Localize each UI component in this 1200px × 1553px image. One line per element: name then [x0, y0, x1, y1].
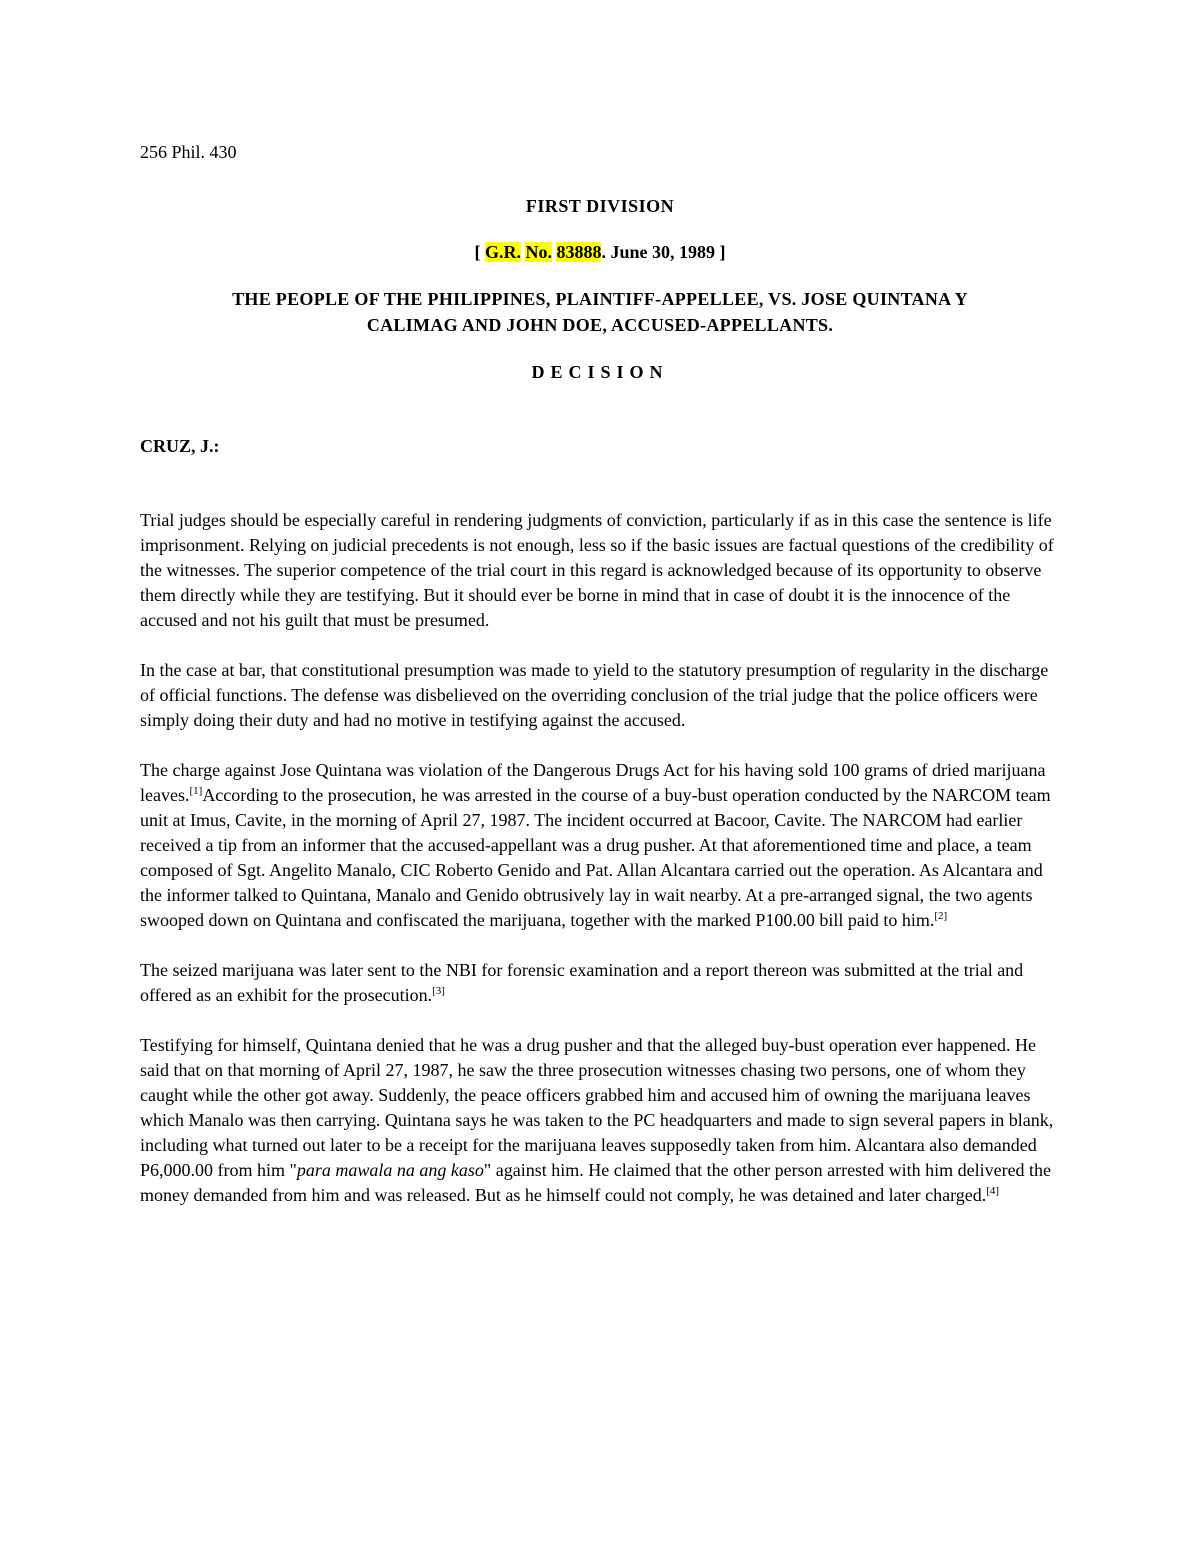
paragraph-4-text: The seized marijuana was later sent to the NBI for forensic examination and a report thereon was submitted at the trial and offered as an exhibit for the prosecution.	[140, 960, 1024, 1005]
footnote-link-2[interactable]: [2]	[934, 910, 948, 922]
paragraph-5	[140, 1033, 1060, 1208]
paragraph-3-text-a: The charge against Jose Quintana was violation of the Dangerous Drugs Act for his having sold 100 grams of dried marijuana leaves.	[140, 760, 1046, 805]
no-label: No.	[525, 242, 552, 262]
paragraph-5-text-a: Testifying for himself, Quintana denied that he was a drug pusher and that the alleged buy-bust operation ever happened. He said that on that morning of April 27, 1987, he saw the three prosecution witnesses chasing two persons, one of whom they caught while the other got away. Suddenly, the peace officers grabbed him and accused him of owning the marijuana leaves which Manalo was then carrying. Quintana says he was taken to the PC headquarters and made to sign several papers in blank, including what turned out later to be a receipt for the marijuana leaves supposedly taken from him. Alcantara also demanded P6,000.00 from him "	[140, 1035, 1054, 1180]
case-number-line	[140, 240, 1060, 264]
footnote-link-1[interactable]: [1]	[189, 785, 203, 797]
paragraph-5-italic-phrase: para mawala na ang kaso	[296, 1160, 484, 1180]
document-page	[140, 140, 1060, 1233]
decision-date: . June 30, 1989 ]	[601, 242, 726, 262]
case-caption	[140, 286, 1060, 338]
caption-line-1: THE PEOPLE OF THE PHILIPPINES, PLAINTIFF-APPELLEE, VS. JOSE QUINTANA Y	[232, 289, 968, 309]
bracket-open: [	[474, 242, 485, 262]
caption-line-2: CALIMAG AND JOHN DOE, ACCUSED-APPELLANTS.	[366, 315, 834, 335]
division-heading: FIRST DIVISION	[525, 196, 675, 216]
paragraph-3-text-b: According to the prosecution, he was arrested in the course of a buy-bust operation conducted by the NARCOM team unit at Imus, Cavite, in the morning of April 27, 1987. The incident occurred at Bacoor, Cavite. The NARCOM had earlier received a tip from an informer that the accused-appellant was a drug pusher. At that aforementioned time and place, a team composed of Sgt. Angelito Manalo, CIC Roberto Genido and Pat. Allan Alcantara carried out the operation. As Alcantara and the informer talked to Quintana, Manalo and Genido obtrusively lay in wait nearby. At a pre-arranged signal, the two agents swooped down on Quintana and confiscated the marijuana, together with the marked P100.00 bill paid to him.	[140, 785, 1051, 930]
paragraph-2: In the case at bar, that constitutional presumption was made to yield to the statutory presumption of regularity in the discharge of official functions. The defense was disbelieved on the overriding conclusion of the trial judge that the police officers were simply doing their duty and had no motive in testifying against the accused.	[140, 660, 1049, 730]
paragraph-3	[140, 758, 1060, 933]
ponente: CRUZ, J.:	[140, 436, 220, 456]
reporter-citation: 256 Phil. 430	[140, 142, 237, 162]
footnote-link-3[interactable]: [3]	[432, 985, 445, 997]
paragraph-5-text-b: " against him. He claimed that the other person arrested with him delivered the money demanded from him and was released. But as he himself could not comply, he was detained and later charged.	[140, 1160, 1052, 1205]
paragraph-1: Trial judges should be especially careful in rendering judgments of conviction, particularly if as in this case the sentence is life imprisonment. Relying on judicial precedents is not enough, less so if the basic issues are factual questions of the credibility of the witnesses. The superior competence of the trial court in this regard is acknowledged because of its opportunity to observe them directly while they are testifying. But it should ever be borne in mind that in case of doubt it is the innocence of the accused and not his guilt that must be presumed.	[140, 510, 1054, 630]
footnote-link-4[interactable]: [4]	[986, 1185, 1000, 1197]
paragraph-4	[140, 958, 1060, 1008]
gr-label: G.R.	[484, 242, 521, 262]
decision-heading: DECISION	[531, 362, 669, 382]
case-number: 83888	[556, 242, 602, 262]
